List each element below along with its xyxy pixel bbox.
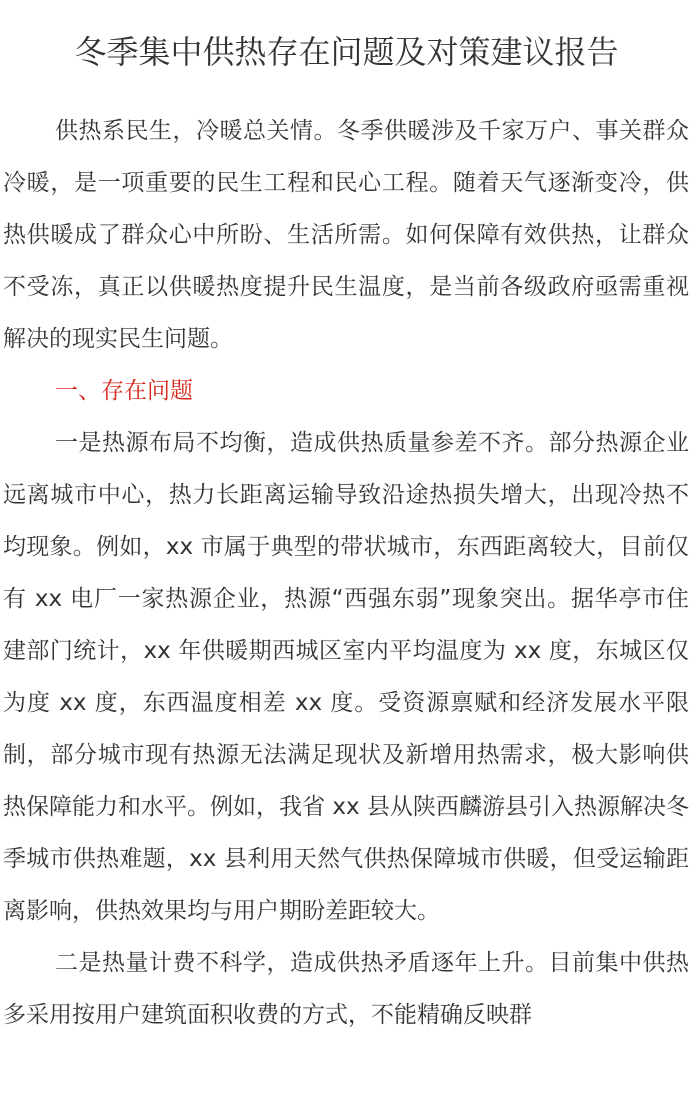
document-title: 冬季集中供热存在问题及对策建议报告 [74,33,619,71]
document-body [3,105,689,1041]
section-heading: 一、存在问题 [55,378,193,404]
intro-paragraph: 供热系民生，冷暖总关情。冬季供暖涉及千家万户、事关群众冷暖，是一项重要的民生工程和民心工程。随着天气逐渐变冷，供热供暖成了群众心中所盼、生活所需。如何保障有效供热，让群众不受冻，真正以供暖热度提升民生温度，是当前各级政府亟需重视解决的现实民生问题。 [3,118,689,352]
issue-paragraph-1: 一是热源布局不均衡，造成供热质量参差不齐。部分热源企业远离城市中心，热力长距离运输导致沿途热损失增大，出现冷热不均现象。例如，xx 市属于典型的带状城市，东西距离较大，目前仅有 xx 电厂一家热源企业，热源“西强东弱”现象突出。据华亭市住建部门统计，xx 年供暖期西城区室内平均温度为 xx 度，东城区仅为度 xx 度，东西温度相差 xx 度。受资源禀赋和经济发展水平限制，部分城市现有热源无法满足现状及新增用热需求，极大影响供热保障能力和水平。例如，我省 xx 县从陕西麟游县引入热源解决冬季城市供热难题，xx 县利用天然气供热保障城市供暖，但受运输距离影响，供热效果均与用户期盼差距较大。 [3,430,689,924]
issue-paragraph-2: 二是热量计费不科学，造成供热矛盾逐年上升。目前集中供热多采用按用户建筑面积收费的方式，不能精确反映群 [3,950,689,1028]
